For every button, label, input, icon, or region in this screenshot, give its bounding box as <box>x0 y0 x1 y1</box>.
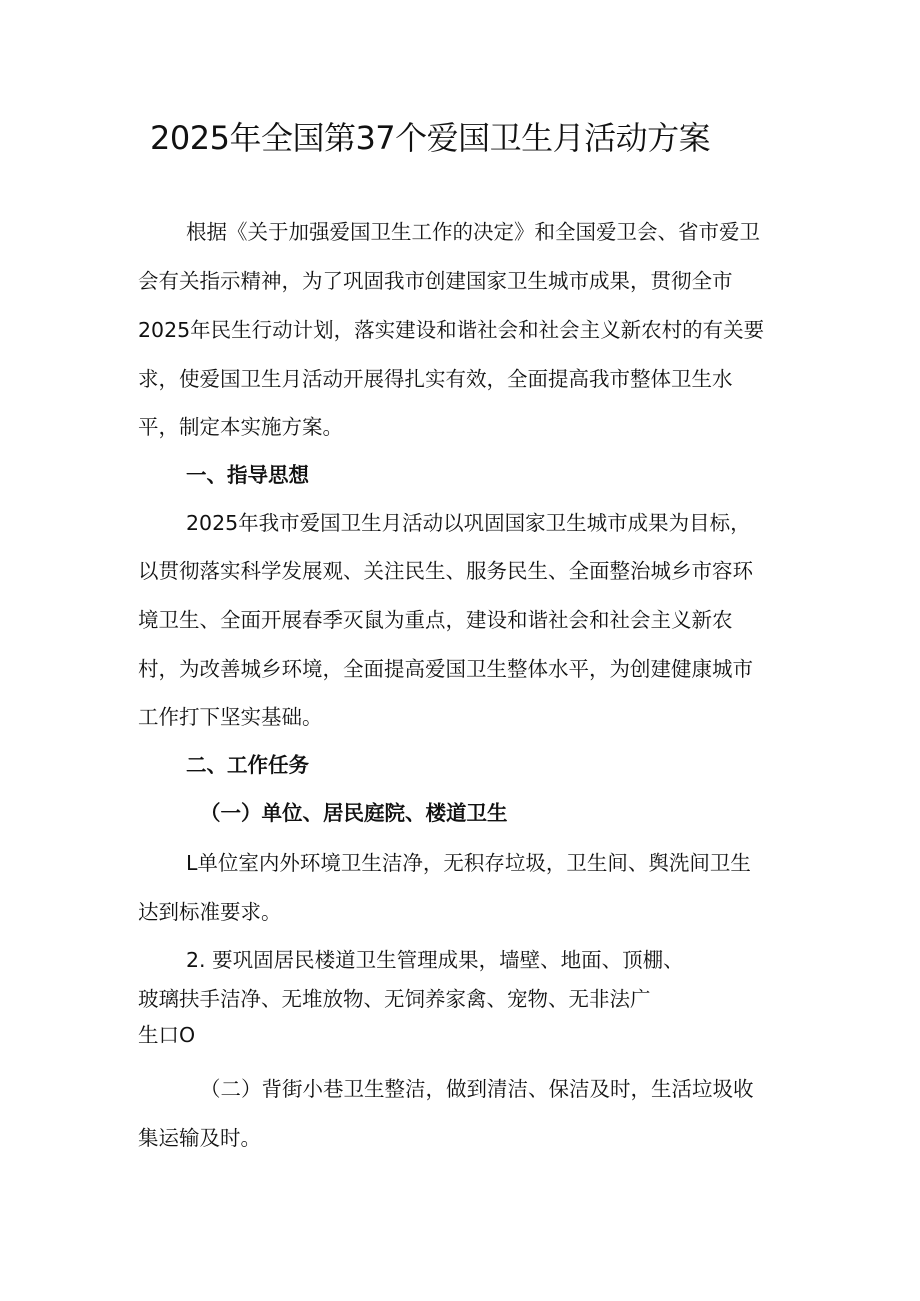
section-heading-work-tasks: 二、工作任务 <box>186 753 309 777</box>
section1-line: 工作打下坚实基础。 <box>138 705 323 729</box>
document-title: 2025年全国第37个爱国卫生月活动方案 <box>150 119 711 157</box>
task-item-1-line: L单位室内外环境卫生洁净，无积存垃圾，卫生间、舆洗间卫生 <box>186 851 751 875</box>
section1-line: 以贯彻落实科学发展观、关注民生、服务民生、全面整治城乡市容环 <box>138 559 753 583</box>
task-item-2-line: 生口O <box>138 1023 196 1047</box>
task-item-1-line: 达到标准要求。 <box>138 900 282 924</box>
section-heading-guiding-ideology: 一、指导思想 <box>186 463 309 487</box>
intro-line: 2025年民生行动计划，落实建设和谐社会和社会主义新农村的有关要 <box>138 318 765 342</box>
intro-line: 平，制定本实施方案。 <box>138 415 343 439</box>
task-item-2-line: 2. 要巩固居民楼道卫生管理成果，墙壁、地面、顶棚、 <box>186 948 684 972</box>
intro-line: 根据《关于加强爱国卫生工作的决定》和全国爱卫会、省市爱卫 <box>186 220 760 244</box>
section1-line: 村，为改善城乡环境，全面提高爱国卫生整体水平，为创建健康城市 <box>138 657 753 681</box>
task-item-2-line: 玻璃扶手洁净、无堆放物、无饲养家禽、宠物、无非法广 <box>138 987 651 1011</box>
section1-line: 2025年我市爱国卫生月活动以巩固国家卫生城市成果为目标， <box>186 511 751 535</box>
intro-line: 求，使爱国卫生月活动开展得扎实有效，全面提高我市整体卫生水 <box>138 367 733 391</box>
subsection-heading-units-courtyards: （一）单位、居民庭院、楼道卫生 <box>200 801 508 825</box>
intro-line: 会有关指示精神，为了巩固我市创建国家卫生城市成果，贯彻全市 <box>138 269 733 293</box>
subsection-back-alleys-line: （二）背街小巷卫生整洁，做到清洁、保洁及时，生活垃圾收 <box>200 1077 754 1101</box>
section1-line: 境卫生、全面开展春季灭鼠为重点，建设和谐社会和社会主义新农 <box>138 608 733 632</box>
subsection-back-alleys-line: 集运输及时。 <box>138 1126 261 1150</box>
